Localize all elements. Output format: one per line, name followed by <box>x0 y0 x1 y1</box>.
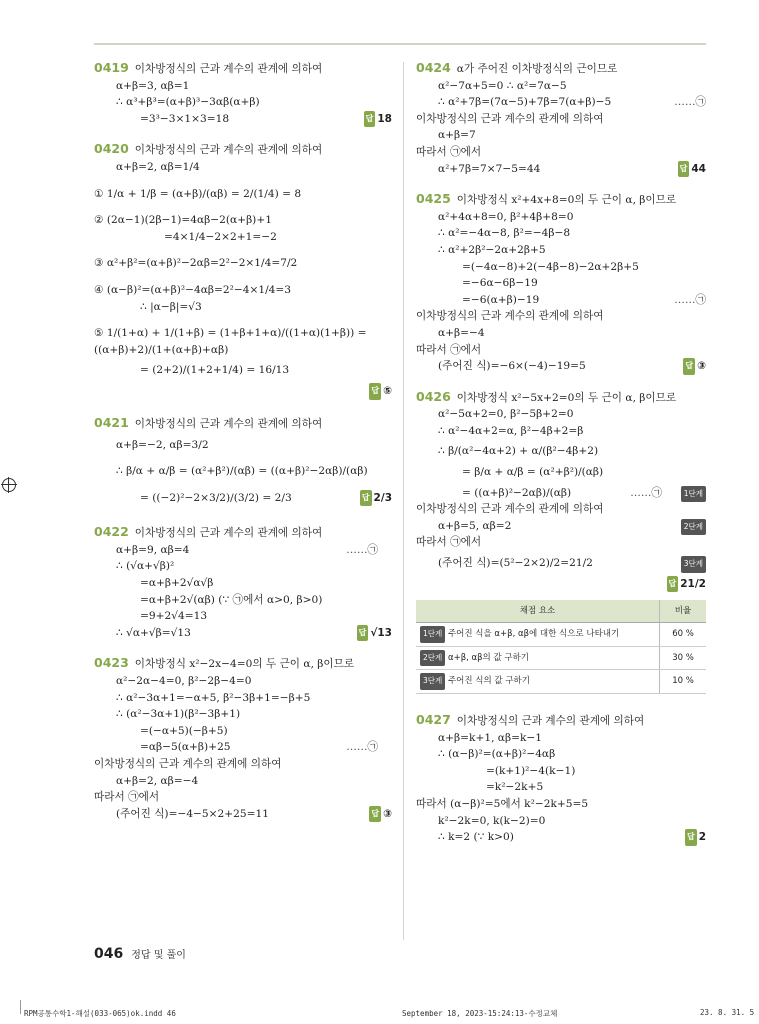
solution-line: α²+7β=7×7−5=44 답 44 <box>416 161 706 178</box>
slug-stamp: September 18, 2023-15:24:13-수정교체 <box>402 1009 558 1018</box>
solution-line: α+β=−2, αβ=3/2 <box>116 438 209 451</box>
table-cell: 10 % <box>660 670 707 694</box>
solution-line: ⑤ 1/(1+α) + 1/(1+β) = (1+β+1+α)/((1+α)(1+β)) = ((α+β)+2)/(1+(α+β)+αβ) <box>94 327 367 356</box>
solution-line: α+β=3, αβ=1 <box>116 79 190 92</box>
solution-line: ∴ (α²−3α+1)(β²−3β+1) <box>116 708 241 721</box>
answer-label: 답 <box>360 490 372 507</box>
solution-line: α²−2α−4=0, β²−2β−4=0 <box>116 675 252 688</box>
answer-label: 답 <box>667 576 679 593</box>
solution-line <box>416 572 706 594</box>
solution-line: k²−2k=0, k(k−2)=0 <box>438 814 546 827</box>
answer-badge: 답 ③ <box>683 358 706 375</box>
solution-line: =(−α+5)(−β+5) <box>140 724 228 737</box>
answer-label: 답 <box>683 358 695 375</box>
problem-number: 0424 <box>416 60 451 75</box>
solution-line: ∴ α²+7β=(7α−5)+7β=7(α+β)−5 ……㉠ <box>416 94 706 111</box>
table-row <box>416 646 706 670</box>
solution-line: α+β=2, αβ=−4 <box>116 774 199 787</box>
solution-line: =αβ−5(α+β)+25 ……㉠ <box>94 739 392 756</box>
solution-line: 따라서 ㉠에서 <box>416 536 482 549</box>
answer-badge: 답 2 <box>685 829 706 846</box>
left-column <box>94 60 392 836</box>
grading-table <box>416 600 706 694</box>
answer-badge: 답 √13 <box>357 625 392 642</box>
table-cell: 1단계 주어진 식을 α+β, αβ에 대한 식으로 나타내기 <box>416 623 660 647</box>
problem-number: 0421 <box>94 414 129 430</box>
solution-line: = ((−2)²−2×3/2)/(3/2) = 2/3 답 2/3 <box>94 490 392 507</box>
solution-line: 이차방정식의 근과 계수의 관계에 의하여 <box>456 715 645 727</box>
answer-label: 답 <box>678 161 690 178</box>
solution-line: ∴ β/α + α/β = (α²+β²)/(αβ) = ((α+β)²−2αβ)/(αβ) <box>116 465 368 478</box>
solution-line: =k²−2k+5 <box>486 781 544 794</box>
solution-line: =−6α−6β−19 <box>462 277 538 290</box>
solution-line: 따라서 ㉠에서 <box>94 791 160 804</box>
solution-line: ∴ (√α+√β)² <box>116 560 175 573</box>
solution-line: α+β=9, αβ=4 ……㉠ <box>94 542 392 559</box>
step-badge: 1단계 <box>420 626 445 643</box>
step-badge: 2단계 <box>420 650 445 667</box>
problem-number: 0425 <box>416 191 451 207</box>
solution-line: 따라서 ㉠에서 <box>416 343 482 356</box>
solution-0425 <box>416 191 706 375</box>
solution-line: ∴ α²=−4α−8, β²=−4β−8 <box>438 227 571 240</box>
equation-marker: ……㉠ <box>346 741 378 754</box>
answer-badge: 답 ③ <box>369 806 392 823</box>
solution-line: α²−7α+5=0 ∴ α²=7α−5 <box>438 79 567 92</box>
solution-line: 따라서 (α−β)²=5에서 k²−2k+5=5 <box>416 797 589 810</box>
solution-line: 이차방정식의 근과 계수의 관계에 의하여 <box>416 112 604 125</box>
right-column <box>416 60 706 860</box>
solution-line: 이차방정식의 근과 계수의 관계에 의하여 <box>416 503 604 516</box>
step-badge: 3단계 <box>420 673 445 690</box>
solution-line: ③ α²+β²=(α+β)²−2αβ=2²−2×1/4=7/2 <box>94 257 298 270</box>
solution-line: 이차방정식의 근과 계수의 관계에 의하여 <box>416 310 604 323</box>
solution-0421 <box>94 415 392 506</box>
solution-line: ∴ α²−4α+2=α, β²−4β+2=β <box>438 424 584 437</box>
table-header: 채점 요소 <box>416 600 660 623</box>
solution-line: 이차방정식 x²−2x−4=0의 두 근이 α, β이므로 <box>134 658 355 671</box>
solution-0422 <box>94 524 392 641</box>
solution-line: α가 주어진 이차방정식의 근이므로 <box>456 63 618 75</box>
solution-line: = (2+2)/(1+2+1/4) = 16/13 <box>140 364 290 377</box>
table-row <box>416 623 706 647</box>
solution-line: =−6(α+β)−19 ……㉠ <box>416 292 706 309</box>
problem-number: 0422 <box>94 524 129 540</box>
slug-date: 23. 8. 31. 5 <box>700 1008 755 1017</box>
crop-mark <box>20 1000 21 1014</box>
table-cell: 60 % <box>660 623 707 647</box>
table-cell: 2단계 α+β, αβ의 값 구하기 <box>416 646 660 670</box>
solution-0427 <box>416 712 706 846</box>
answer-label: 답 <box>369 806 381 823</box>
footer-title: 정답 및 풀이 <box>131 950 186 961</box>
solution-line: (주어진 식)=−4−5×2+25=11 답 ③ <box>94 806 392 823</box>
solution-0426 <box>416 389 706 594</box>
solution-line: 이차방정식의 근과 계수의 관계에 의하여 <box>134 144 323 157</box>
equation-marker: ……㉠ <box>346 543 378 556</box>
solution-line: α+β=2, αβ=1/4 <box>116 160 200 173</box>
solution-line: ∴ α²+2β²−2α+2β+5 <box>438 243 546 256</box>
problem-number: 0423 <box>94 655 129 671</box>
solution-line: 이차방정식의 근과 계수의 관계에 의하여 <box>134 417 323 430</box>
solution-line: = ((α+β)²−2αβ)/(αβ) ……㉠ 1단계 <box>416 485 706 502</box>
solution-line: α²+4α+8=0, β²+4β+8=0 <box>438 210 574 223</box>
solution-0423 <box>94 655 392 822</box>
answer-badge: 답 18 <box>364 111 392 128</box>
step-badge: 3단계 <box>681 555 706 573</box>
solution-line: =(−4α−8)+2(−4β−8)−2α+2β+5 <box>462 260 639 273</box>
answer-label: 답 <box>685 829 697 846</box>
step-badge: 2단계 <box>681 518 706 536</box>
problem-number: 0427 <box>416 712 451 727</box>
step-badge: 1단계 <box>681 485 706 503</box>
answer-badge: 답 21/2 <box>667 576 707 593</box>
solution-line <box>94 379 392 401</box>
table-cell: 30 % <box>660 646 707 670</box>
solution-line: (주어진 식)=−6×(−4)−19=5 답 ③ <box>416 358 706 375</box>
solution-line: =(k+1)²−4(k−1) <box>486 764 576 777</box>
answer-label: 답 <box>369 383 381 400</box>
equation-marker: ……㉠ <box>630 486 662 499</box>
problem-number: 0426 <box>416 388 451 404</box>
slug-file: RPM공통수학1-해설(033-065)ok.indd 46 <box>24 1009 176 1018</box>
problem-number: 0419 <box>94 60 129 75</box>
solution-line: ∴ √α+√β=√13 답 √13 <box>94 625 392 642</box>
table-row <box>416 670 706 694</box>
solution-line: ∴ α²−3α+1=−α+5, β²−3β+1=−β+5 <box>116 691 311 704</box>
solution-line: (주어진 식)=(5²−2×2)/2=21/2 3단계 <box>416 555 706 572</box>
solution-line: ∴ |α−β|=√3 <box>140 300 202 313</box>
solution-line: ∴ k=2 (∵ k>0) 답 2 <box>416 829 706 846</box>
answer-label: 답 <box>357 625 369 642</box>
solution-line: =4×1/4−2×2+1=−2 <box>164 230 277 243</box>
solution-line: ∴ β/(α²−4α+2) + α/(β²−4β+2) <box>438 445 599 458</box>
problem-number: 0420 <box>94 141 129 157</box>
solution-line: α+β=−4 <box>438 326 485 339</box>
solution-line: =3³−3×1×3=18 답 18 <box>94 111 392 128</box>
solution-line: ∴ (α−β)²=(α+β)²−4αβ <box>438 748 556 761</box>
solution-line: α+β=k+1, αβ=k−1 <box>438 731 542 744</box>
solution-line: α+β=7 <box>438 129 476 142</box>
answer-badge: 답 ⑤ <box>369 383 392 400</box>
page-footer <box>94 946 186 962</box>
solution-line: = β/α + α/β = (α²+β²)/(αβ) <box>462 466 604 479</box>
print-slug <box>0 1000 759 1024</box>
solution-line: ④ (α−β)²=(α+β)²−4αβ=2²−4×1/4=3 <box>94 283 291 296</box>
solution-line: 따라서 ㉠에서 <box>416 145 482 158</box>
table-header-row <box>416 600 706 623</box>
solution-line: α²−5α+2=0, β²−5β+2=0 <box>438 408 574 421</box>
answer-label: 답 <box>364 111 376 128</box>
solution-0419 <box>94 60 392 127</box>
solution-line: ② (2α−1)(2β−1)=4αβ−2(α+β)+1 <box>94 214 272 227</box>
table-cell: 3단계 주어진 식의 값 구하기 <box>416 670 660 694</box>
solution-0420 <box>94 141 392 401</box>
answer-badge: 답 44 <box>678 161 706 178</box>
table-header: 비율 <box>660 600 707 623</box>
page-number: 046 <box>94 946 124 962</box>
solution-line: 이차방정식 x²+4x+8=0의 두 근이 α, β이므로 <box>456 194 677 207</box>
solution-line: =α+β+2√(αβ) (∵ ㉠에서 α>0, β>0) <box>140 593 323 606</box>
solution-line: α+β=5, αβ=2 2단계 <box>416 518 706 535</box>
solution-line: 이차방정식의 근과 계수의 관계에 의하여 <box>134 527 323 540</box>
solution-line: 이차방정식 x²−5x+2=0의 두 근이 α, β이므로 <box>456 391 677 404</box>
registration-mark-icon <box>2 478 16 492</box>
solution-line: ∴ α³+β³=(α+β)³−3αβ(α+β) <box>116 96 260 109</box>
equation-marker: ……㉠ <box>674 96 706 109</box>
equation-marker: ……㉠ <box>674 293 706 306</box>
solution-0424 <box>416 60 706 177</box>
column-divider <box>403 62 404 940</box>
solution-line: ① 1/α + 1/β = (α+β)/(αβ) = 2/(1/4) = 8 <box>94 187 302 200</box>
top-rule <box>94 43 706 45</box>
solution-line: =9+2√4=13 <box>140 610 208 623</box>
solution-line: 이차방정식의 근과 계수의 관계에 의하여 <box>134 63 323 75</box>
answer-badge: 답 2/3 <box>360 490 392 507</box>
solution-line: 이차방정식의 근과 계수의 관계에 의하여 <box>94 758 282 770</box>
solution-line: =α+β+2√α√β <box>140 577 214 590</box>
